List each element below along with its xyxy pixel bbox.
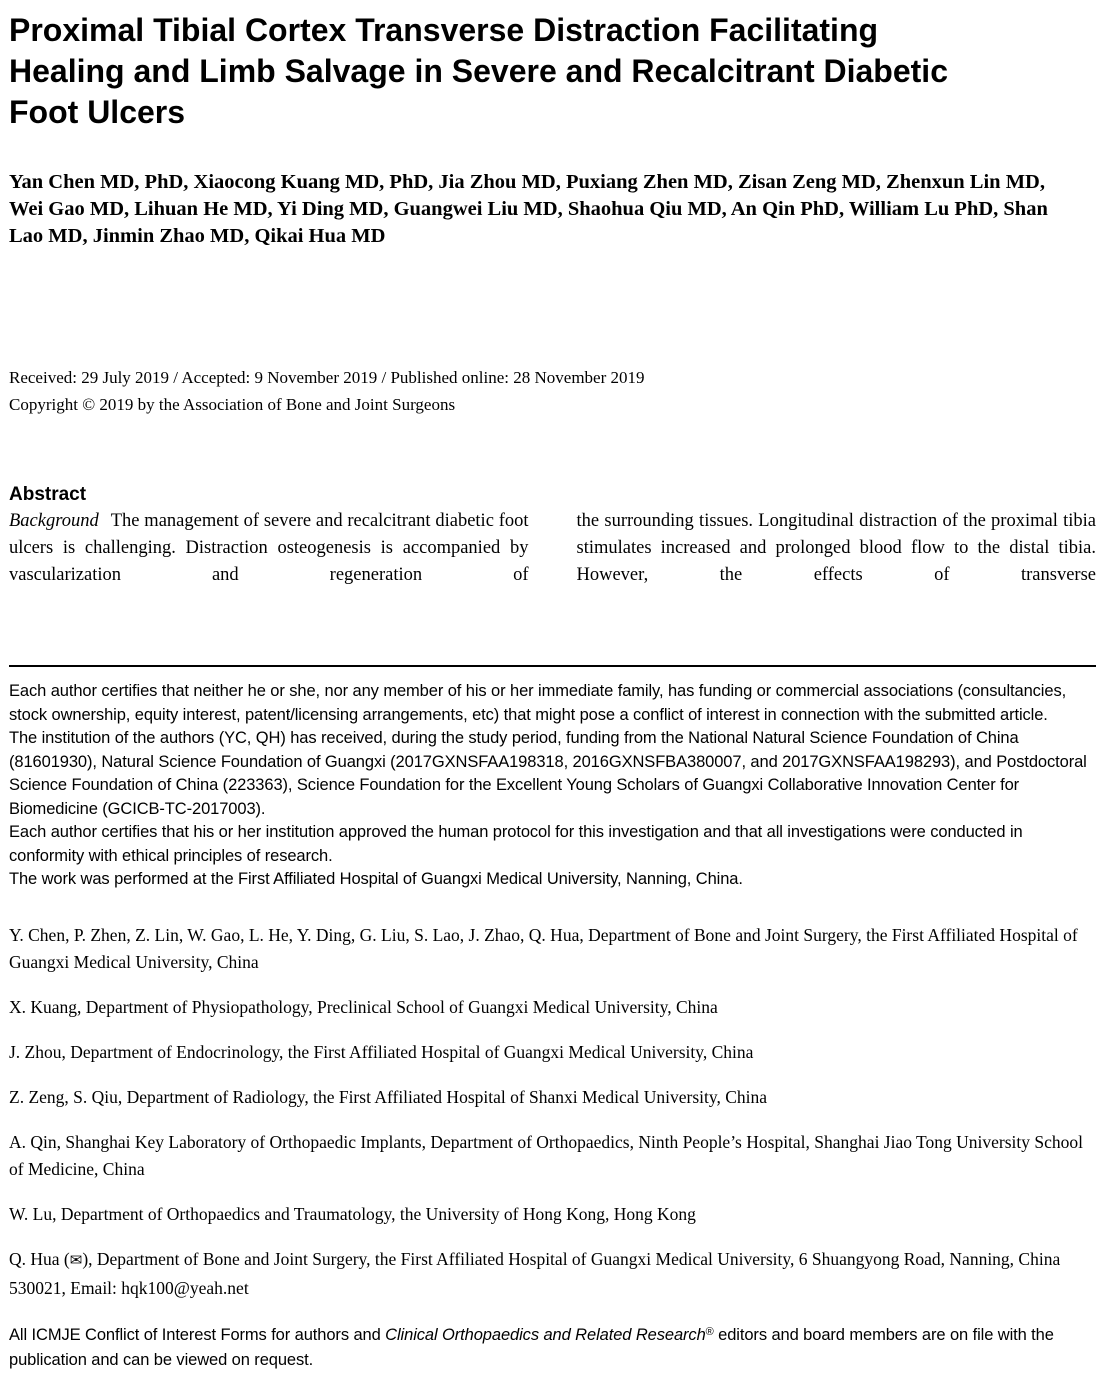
corresponding-author-line (9, 1246, 1096, 1302)
article-title: Proximal Tibial Cortex Transverse Distraction Facilitating Healing and Limb Salvage in Severe and Recalcitrant Diabetic Foot Ulcers (9, 12, 948, 130)
footnote-conflict-of-interest: Each author certifies that neither he or she, nor any member of his or her immediate family, has funding or commercial associations (consultancies, stock ownership, equity interest, patent/licensing arrangements, etc) that might pose a conflict of interest in connection with the submitted article. (9, 682, 1067, 724)
icmje-text-post: editors and board members are on file with the publication and can be viewed on request. (9, 1325, 1054, 1369)
affiliation-item: A. Qin, Shanghai Key Laboratory of Orthopaedic Implants, Department of Orthopaedics, Ninth People’s Hospital, Shanghai Jiao Tong University School of Medicine, China (9, 1131, 1084, 1179)
abstract-column-right (577, 508, 1097, 589)
copyright-line: Copyright © 2019 by the Association of Bone and Joint Surgeons (9, 395, 456, 414)
icmje-disclosure-note (9, 1320, 1096, 1373)
received-accepted-line: Received: 29 July 2019 / Accepted: 9 November 2019 / Published online: 28 November 2019 (9, 368, 645, 387)
footnote-ethics-approval: Each author certifies that his or her institution approved the human protocol for this investigation and that all investigations were conducted in conformity with ethical principles of research. (9, 823, 1023, 865)
footnote-funding: The institution of the authors (YC, QH) has received, during the study period, funding from the National Natural Science Foundation of China (81601930), Natural Science Foundation of Guangxi (2017GXNSFAA198318, 2016GXNSFBA380007, and 2017GXNSFAA198293), and Postdoctoral Science Foundation of China (223363), Science Foundation for the Excellent Young Scholars of Guangxi Collaborative Innovation Center for Biomedicine (GCICB-TC-2017003). (9, 729, 1087, 818)
envelope-icon: ✉ (69, 1252, 83, 1269)
corresponding-author-pre: Q. Hua ( (9, 1248, 70, 1269)
disclosure-footnotes (9, 680, 1096, 892)
icmje-text-pre: All ICMJE Conflict of Interest Forms for authors and (9, 1325, 386, 1344)
journal-name: Clinical Orthopaedics and Related Research (385, 1325, 706, 1344)
abstract-section (9, 481, 1096, 589)
affiliation-item: Y. Chen, P. Zhen, Z. Lin, W. Gao, L. He, Y. Ding, G. Liu, S. Lao, J. Zhao, Q. Hua, Department of Bone and Joint Surgery, the First Affiliated Hospital of Guangxi Medical University, China (9, 924, 1078, 972)
author-affiliations (9, 922, 1096, 1302)
corresponding-author-post: ), Department of Bone and Joint Surgery, the First Affiliated Hospital of Guangxi Medical University, 6 Shuangyong Road, Nanning, China 530021, Email: hqk100@yeah.net (9, 1248, 1061, 1298)
author-list: Yan Chen MD, PhD, Xiaocong Kuang MD, PhD, Jia Zhou MD, Puxiang Zhen MD, Zisan Zeng MD, Zhenxun Lin MD, Wei Gao MD, Lihuan He MD, Yi Ding MD, Guangwei Liu MD, Shaohua Qiu MD, An Qin PhD, William Lu PhD, Shan Lao MD, Jinmin Zhao MD, Qikai Hua MD (9, 171, 1048, 247)
abstract-background-label: Background (9, 511, 99, 531)
abstract-text-right: the surrounding tissues. Longitudinal distraction of the proximal tibia stimulates increased and prolonged blood flow to the distal tibia. However, the effects of transverse (576, 511, 1096, 585)
affiliation-item: Z. Zeng, S. Qiu, Department of Radiology, the First Affiliated Hospital of Shanxi Medical University, China (9, 1086, 768, 1107)
affiliation-item: W. Lu, Department of Orthopaedics and Traumatology, the University of Hong Kong, Hong Kong (9, 1203, 696, 1224)
affiliation-item: J. Zhou, Department of Endocrinology, the First Affiliated Hospital of Guangxi Medical University, China (9, 1041, 754, 1062)
publication-history (9, 364, 1096, 418)
abstract-column-left (9, 508, 529, 589)
footnote-divider-rule (9, 665, 1096, 667)
abstract-heading: Abstract (9, 484, 87, 505)
registered-trademark-mark: ® (705, 1325, 714, 1338)
footnote-work-location: The work was performed at the First Affiliated Hospital of Guangxi Medical University, Nanning, China. (9, 870, 743, 888)
abstract-columns (9, 508, 1096, 589)
affiliation-item: X. Kuang, Department of Physiopathology, Preclinical School of Guangxi Medical University, China (9, 996, 718, 1017)
abstract-text-left: The management of severe and recalcitrant diabetic foot ulcers is challenging. Distraction osteogenesis is accompanied by vascularization and regeneration of (9, 511, 529, 585)
